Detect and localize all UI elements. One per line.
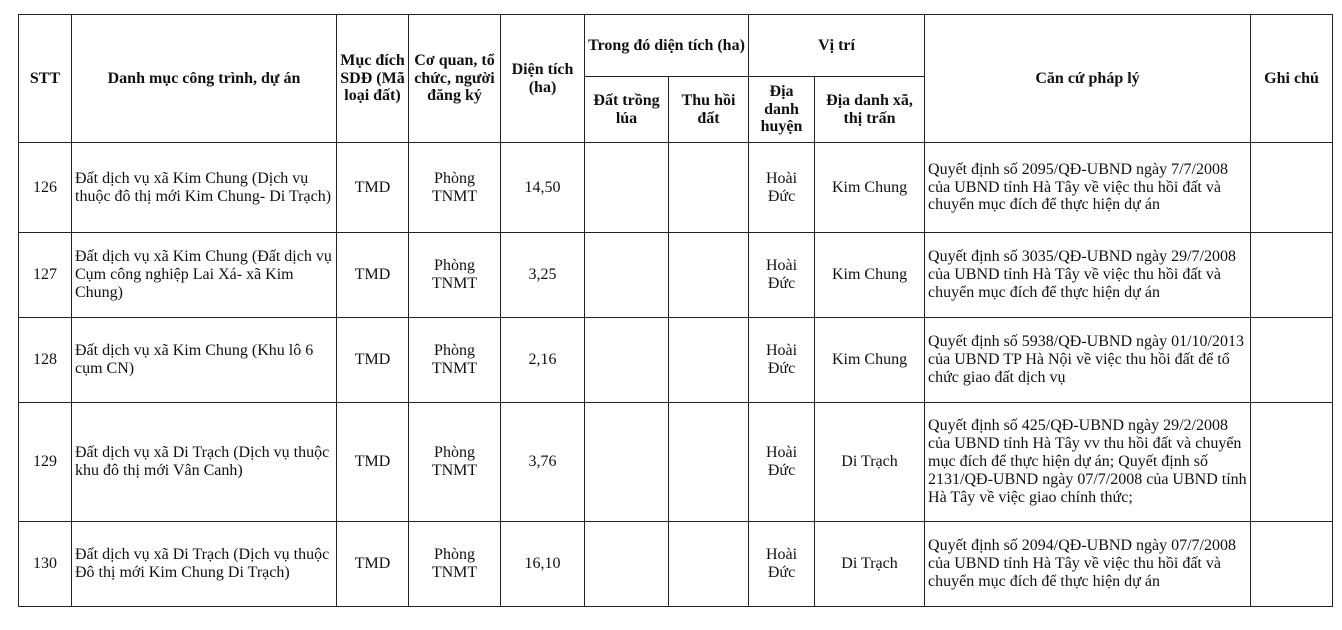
header-note: Ghi chú [1251,15,1333,143]
header-recover: Thu hồi đất [669,77,749,143]
cell-project: Đất dịch vụ xã Kim Chung (Khu lô 6 cụm CN) [72,318,337,403]
cell-commune: Kim Chung [815,233,925,318]
cell-stt: 127 [19,233,72,318]
header-legal: Căn cứ pháp lý [925,15,1251,143]
cell-purpose: TMD [337,403,409,522]
cell-purpose: TMD [337,233,409,318]
cell-legal: Quyết định số 3035/QĐ-UBND ngày 29/7/2008 của UBND tỉnh Hà Tây về việc thu hồi đất và chuyển mục đích để thực hiện dự án [925,233,1251,318]
cell-project: Đất dịch vụ xã Kim Chung (Dịch vụ thuộc đô thị mới Kim Chung- Di Trạch) [72,143,337,233]
cell-purpose: TMD [337,318,409,403]
cell-recover [669,318,749,403]
cell-stt: 130 [19,522,72,607]
land-project-table [18,14,1333,607]
cell-area: 14,50 [501,143,585,233]
table-row [19,318,1333,403]
document-page [18,14,1332,607]
cell-area: 3,76 [501,403,585,522]
cell-recover [669,233,749,318]
header-location-group: Vị trí [749,15,925,77]
cell-purpose: TMD [337,143,409,233]
cell-agency: Phòng TNMT [409,233,501,318]
cell-commune: Di Trạch [815,403,925,522]
table-row [19,143,1333,233]
cell-legal: Quyết định số 5938/QĐ-UBND ngày 01/10/2013 của UBND TP Hà Nội về việc thu hồi đất để tổ chức giao đất dịch vụ [925,318,1251,403]
cell-stt: 129 [19,403,72,522]
cell-district: Hoài Đức [749,318,815,403]
header-commune: Địa danh xã, thị trấn [815,77,925,143]
cell-agency: Phòng TNMT [409,403,501,522]
cell-rice [585,403,669,522]
cell-project: Đất dịch vụ xã Di Trạch (Dịch vụ thuộc Đô thị mới Kim Chung Di Trạch) [72,522,337,607]
cell-note [1251,522,1333,607]
header-purpose: Mục đích SDĐ (Mã loại đất) [337,15,409,143]
cell-recover [669,403,749,522]
cell-legal: Quyết định số 2094/QĐ-UBND ngày 07/7/2008 của UBND tỉnh Hà Tây về việc thu hồi đất và chuyển mục đích để thực hiện dự án [925,522,1251,607]
cell-legal: Quyết định số 2095/QĐ-UBND ngày 7/7/2008 của UBND tỉnh Hà Tây về việc thu hồi đất và chuyển mục đích để thực hiện dự án [925,143,1251,233]
cell-commune: Di Trạch [815,522,925,607]
header-area-group: Trong đó diện tích (ha) [585,15,749,77]
cell-rice [585,318,669,403]
cell-commune: Kim Chung [815,318,925,403]
cell-note [1251,403,1333,522]
table-row [19,233,1333,318]
header-stt: STT [19,15,72,143]
cell-district: Hoài Đức [749,233,815,318]
cell-note [1251,318,1333,403]
cell-agency: Phòng TNMT [409,143,501,233]
cell-stt: 126 [19,143,72,233]
cell-agency: Phòng TNMT [409,522,501,607]
table-row [19,403,1333,522]
header-district: Địa danh huyện [749,77,815,143]
header-area: Diện tích (ha) [501,15,585,143]
cell-district: Hoài Đức [749,143,815,233]
cell-district: Hoài Đức [749,522,815,607]
header-rice: Đất trồng lúa [585,77,669,143]
cell-area: 16,10 [501,522,585,607]
header-row-top [19,15,1333,77]
cell-note [1251,143,1333,233]
cell-agency: Phòng TNMT [409,318,501,403]
cell-purpose: TMD [337,522,409,607]
cell-recover [669,143,749,233]
cell-note [1251,233,1333,318]
cell-district: Hoài Đức [749,403,815,522]
cell-rice [585,233,669,318]
cell-recover [669,522,749,607]
cell-area: 2,16 [501,318,585,403]
cell-rice [585,143,669,233]
cell-commune: Kim Chung [815,143,925,233]
cell-project: Đất dịch vụ xã Kim Chung (Đất dịch vụ Cụm công nghiệp Lai Xá- xã Kim Chung) [72,233,337,318]
cell-legal: Quyết định số 425/QĐ-UBND ngày 29/2/2008 của UBND tỉnh Hà Tây vv thu hồi đất và chuyển mục đích để thực hiện dự án; Quyết định số 2131/QĐ-UBND ngày 07/7/2008 của UBND tỉnh Hà Tây về việc giao chính thức; [925,403,1251,522]
table-row [19,522,1333,607]
cell-project: Đất dịch vụ xã Di Trạch (Dịch vụ thuộc khu đô thị mới Vân Canh) [72,403,337,522]
header-agency: Cơ quan, tổ chức, người đăng ký [409,15,501,143]
cell-stt: 128 [19,318,72,403]
cell-area: 3,25 [501,233,585,318]
header-project: Danh mục công trình, dự án [72,15,337,143]
cell-rice [585,522,669,607]
